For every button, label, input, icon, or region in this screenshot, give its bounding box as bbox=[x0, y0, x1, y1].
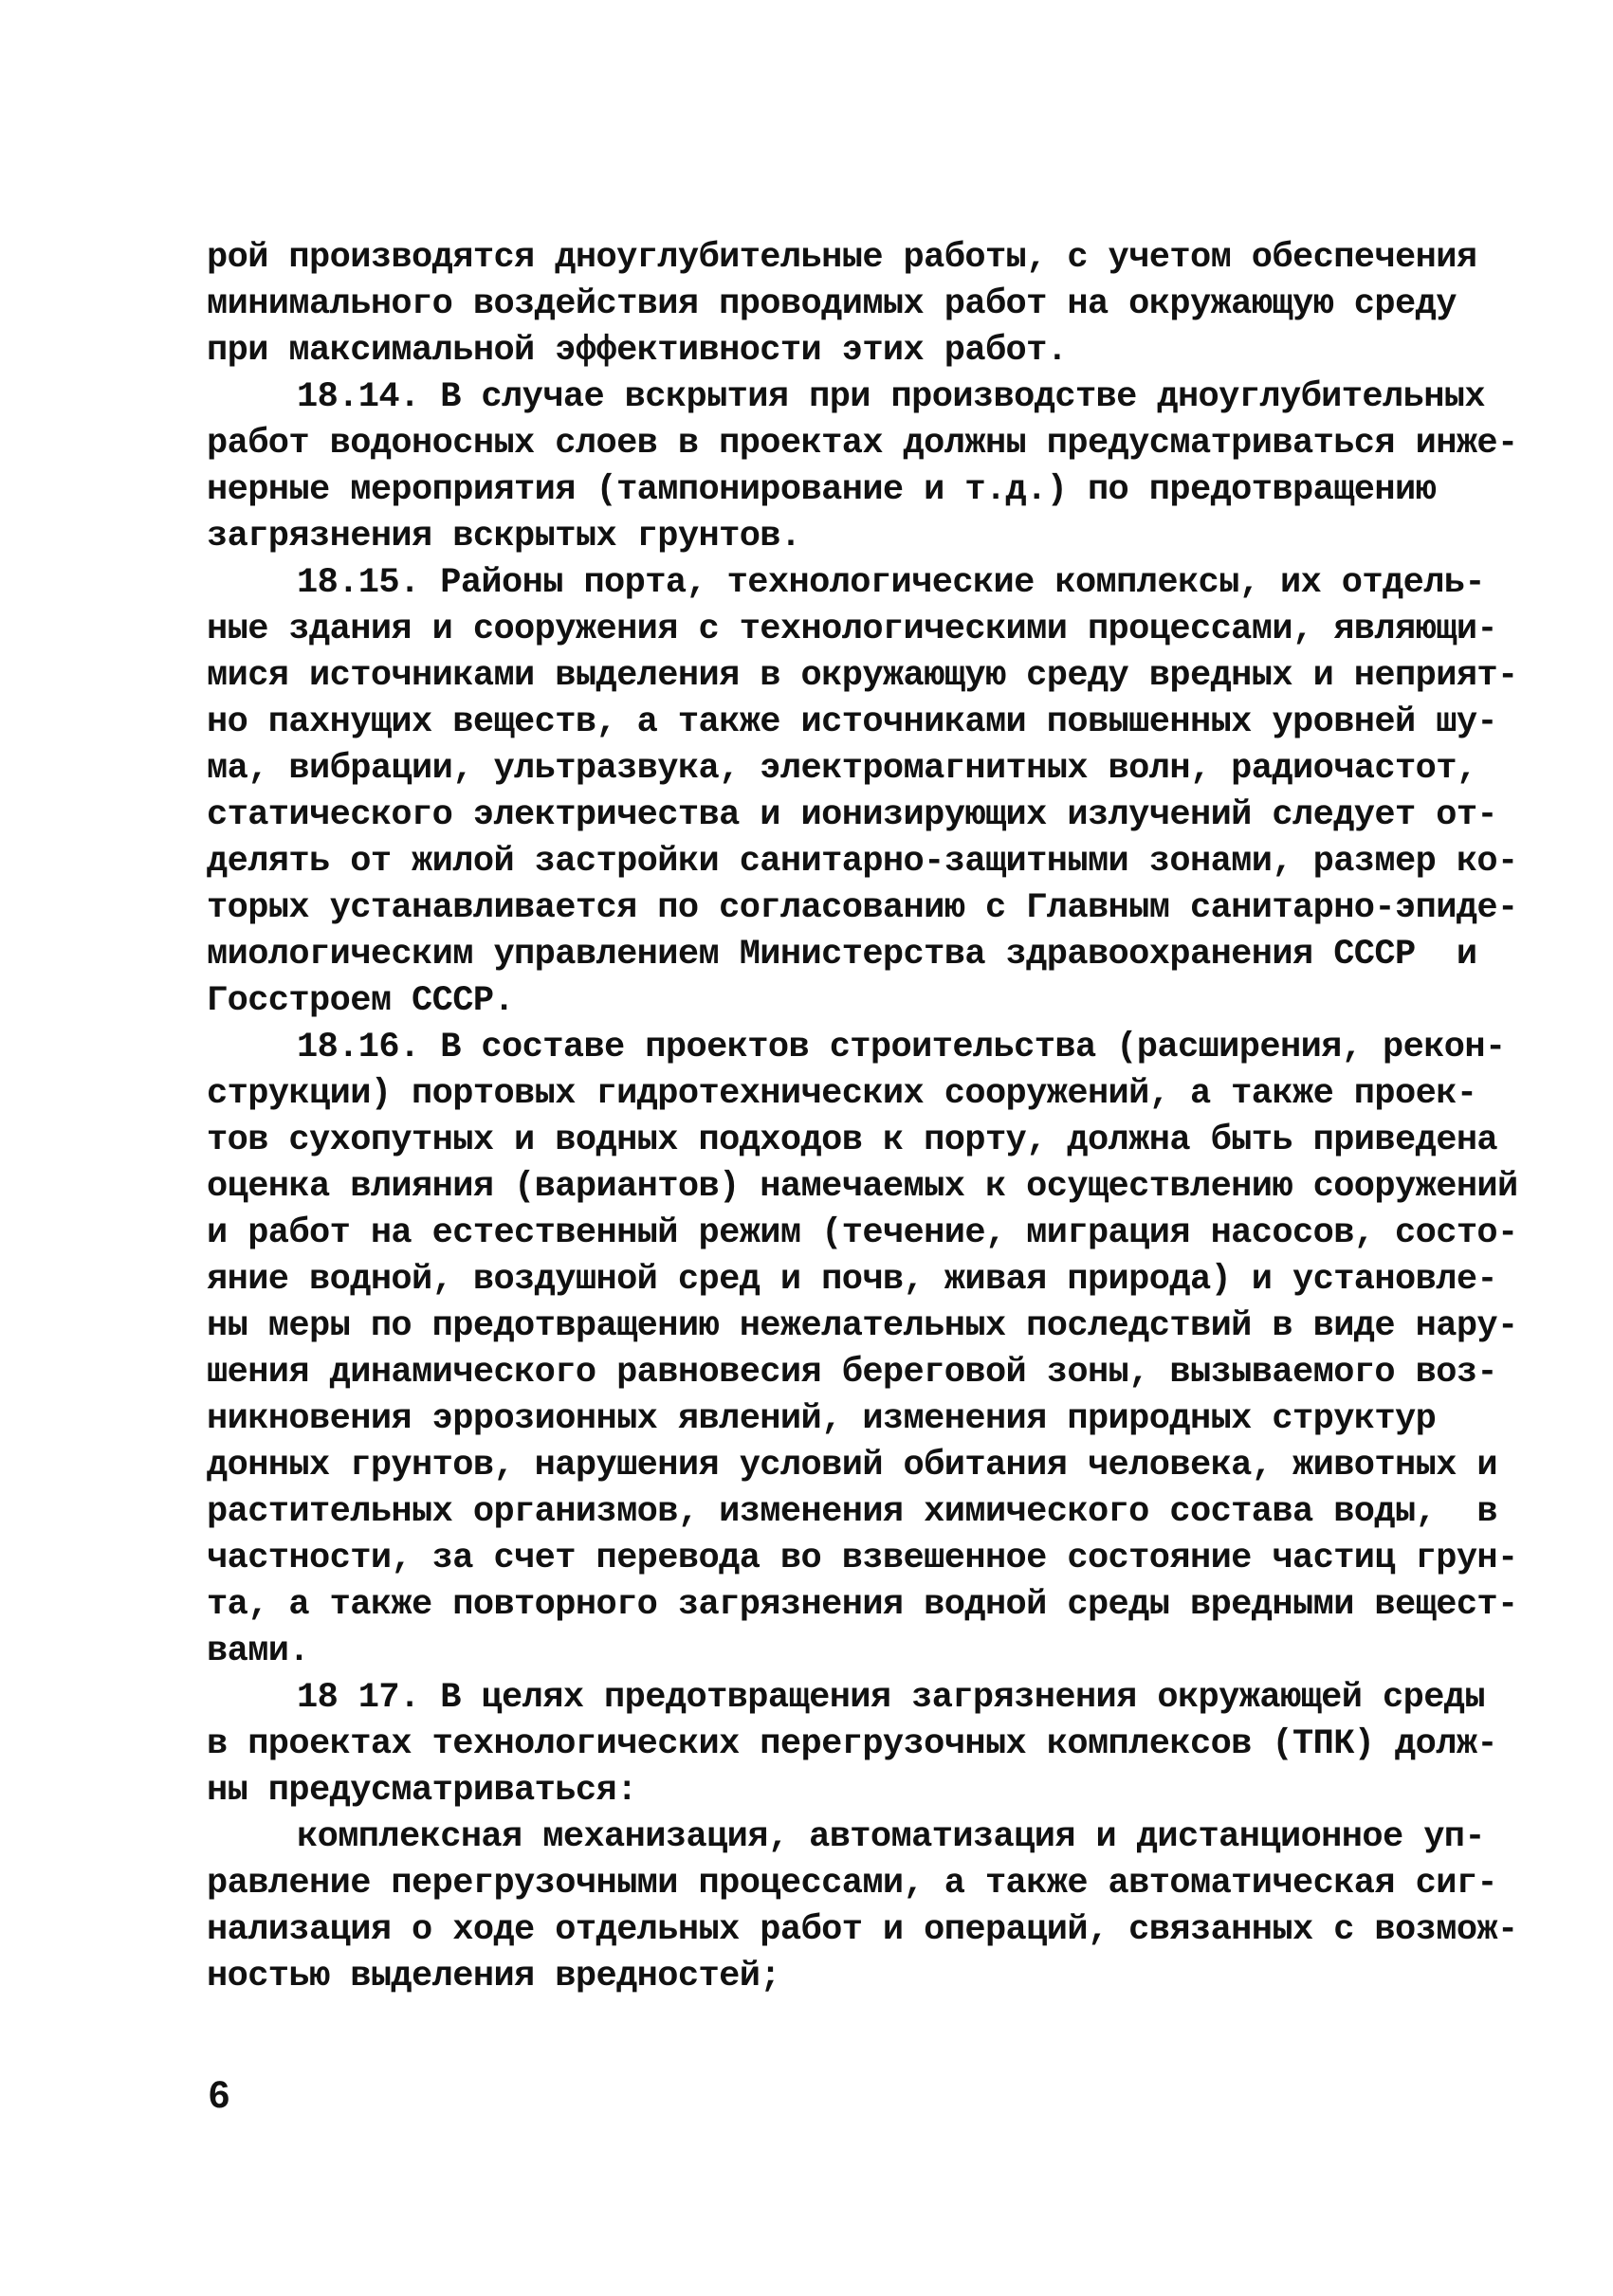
text-line: миологическим управлением Министерства здравоохранения СССР и bbox=[207, 935, 1477, 975]
text-line: ма, вибрации, ультразвука, электромагнитных волн, радиочастот, bbox=[207, 749, 1477, 789]
text-line: работ водоносных слоев в проектах должны предусматриваться инже- bbox=[207, 424, 1518, 464]
text-line: Госстроем СССР. bbox=[207, 981, 515, 1021]
text-line: ны предусматриваться: bbox=[207, 1771, 637, 1811]
text-line: донных грунтов, нарушения условий обитания человека, животных и bbox=[207, 1446, 1498, 1485]
text-line: ные здания и сооружения с технологическими процессами, являющи- bbox=[207, 610, 1498, 649]
text-line: и работ на естественный режим (течение, миграция насосов, состо- bbox=[207, 1213, 1518, 1253]
text-line: растительных организмов, изменения химического состава воды, в bbox=[207, 1492, 1498, 1532]
text-line: делять от жилой застройки санитарно-защитными зонами, размер ко- bbox=[207, 842, 1518, 882]
body-text bbox=[207, 235, 1518, 2000]
text-line: шения динамического равновесия береговой зоны, вызываемого воз- bbox=[207, 1353, 1498, 1393]
text-line: комплексная механизация, автоматизация и дистанционное уп- bbox=[297, 1817, 1486, 1857]
text-line: 18.14. В случае вскрытия при производстве дноуглубительных bbox=[297, 377, 1486, 417]
page-number: 6 bbox=[209, 2074, 230, 2116]
text-line: ностью выделения вредностей; bbox=[207, 1957, 780, 1996]
text-line: частности, за счет перевода во взвешенное состояние частиц грун- bbox=[207, 1539, 1518, 1578]
text-line: но пахнущих веществ, а также источниками повышенных уровней шу- bbox=[207, 702, 1498, 742]
text-line: загрязнения вскрытых грунтов. bbox=[207, 517, 801, 556]
text-line: равление перегрузочными процессами, а также автоматическая сиг- bbox=[207, 1864, 1498, 1904]
text-line: 18.15. Районы порта, технологические комплексы, их отдель- bbox=[297, 563, 1486, 603]
text-line: тов сухопутных и водных подходов к порту, должна быть приведена bbox=[207, 1121, 1498, 1160]
text-line: 18 17. В целях предотвращения загрязнения окружающей среды bbox=[297, 1678, 1486, 1718]
text-line: статического электричества и ионизирующих излучений следует от- bbox=[207, 795, 1498, 835]
text-line: яние водной, воздушной сред и почв, живая природа) и установле- bbox=[207, 1260, 1498, 1300]
text-line: вами. bbox=[207, 1631, 310, 1671]
text-line: минимального воздействия проводимых работ на окружающую среду bbox=[207, 284, 1457, 324]
text-line: в проектах технологических перегрузочных комплексов (ТПК) долж- bbox=[207, 1724, 1498, 1764]
text-line: ны меры по предотвращению нежелательных последствий в виде нару- bbox=[207, 1306, 1518, 1346]
text-line: нализация о ходе отдельных работ и операций, связанных с возмож- bbox=[207, 1910, 1518, 1950]
text-line: 18.16. В составе проектов строительства (расширения, рекон- bbox=[297, 1028, 1506, 1067]
text-line: оценка влияния (вариантов) намечаемых к осуществлению сооружений bbox=[207, 1167, 1518, 1207]
text-line: струкции) портовых гидротехнических сооружений, а также проек- bbox=[207, 1074, 1477, 1114]
text-line: мися источниками выделения в окружающую среду вредных и неприят- bbox=[207, 656, 1518, 696]
text-line: нерные мероприятия (тампонирование и т.д.) по предотвращению bbox=[207, 470, 1437, 510]
text-line: торых устанавливается по согласованию с Главным санитарно-эпиде- bbox=[207, 888, 1518, 928]
text-line: рой производятся дноуглубительные работы, с учетом обеспечения bbox=[207, 238, 1477, 278]
text-line: та, а также повторного загрязнения водной среды вредными вещест- bbox=[207, 1585, 1518, 1625]
text-line: при максимальной эффективности этих работ. bbox=[207, 331, 1068, 371]
text-line: никновения эррозионных явлений, изменения природных структур bbox=[207, 1399, 1437, 1439]
